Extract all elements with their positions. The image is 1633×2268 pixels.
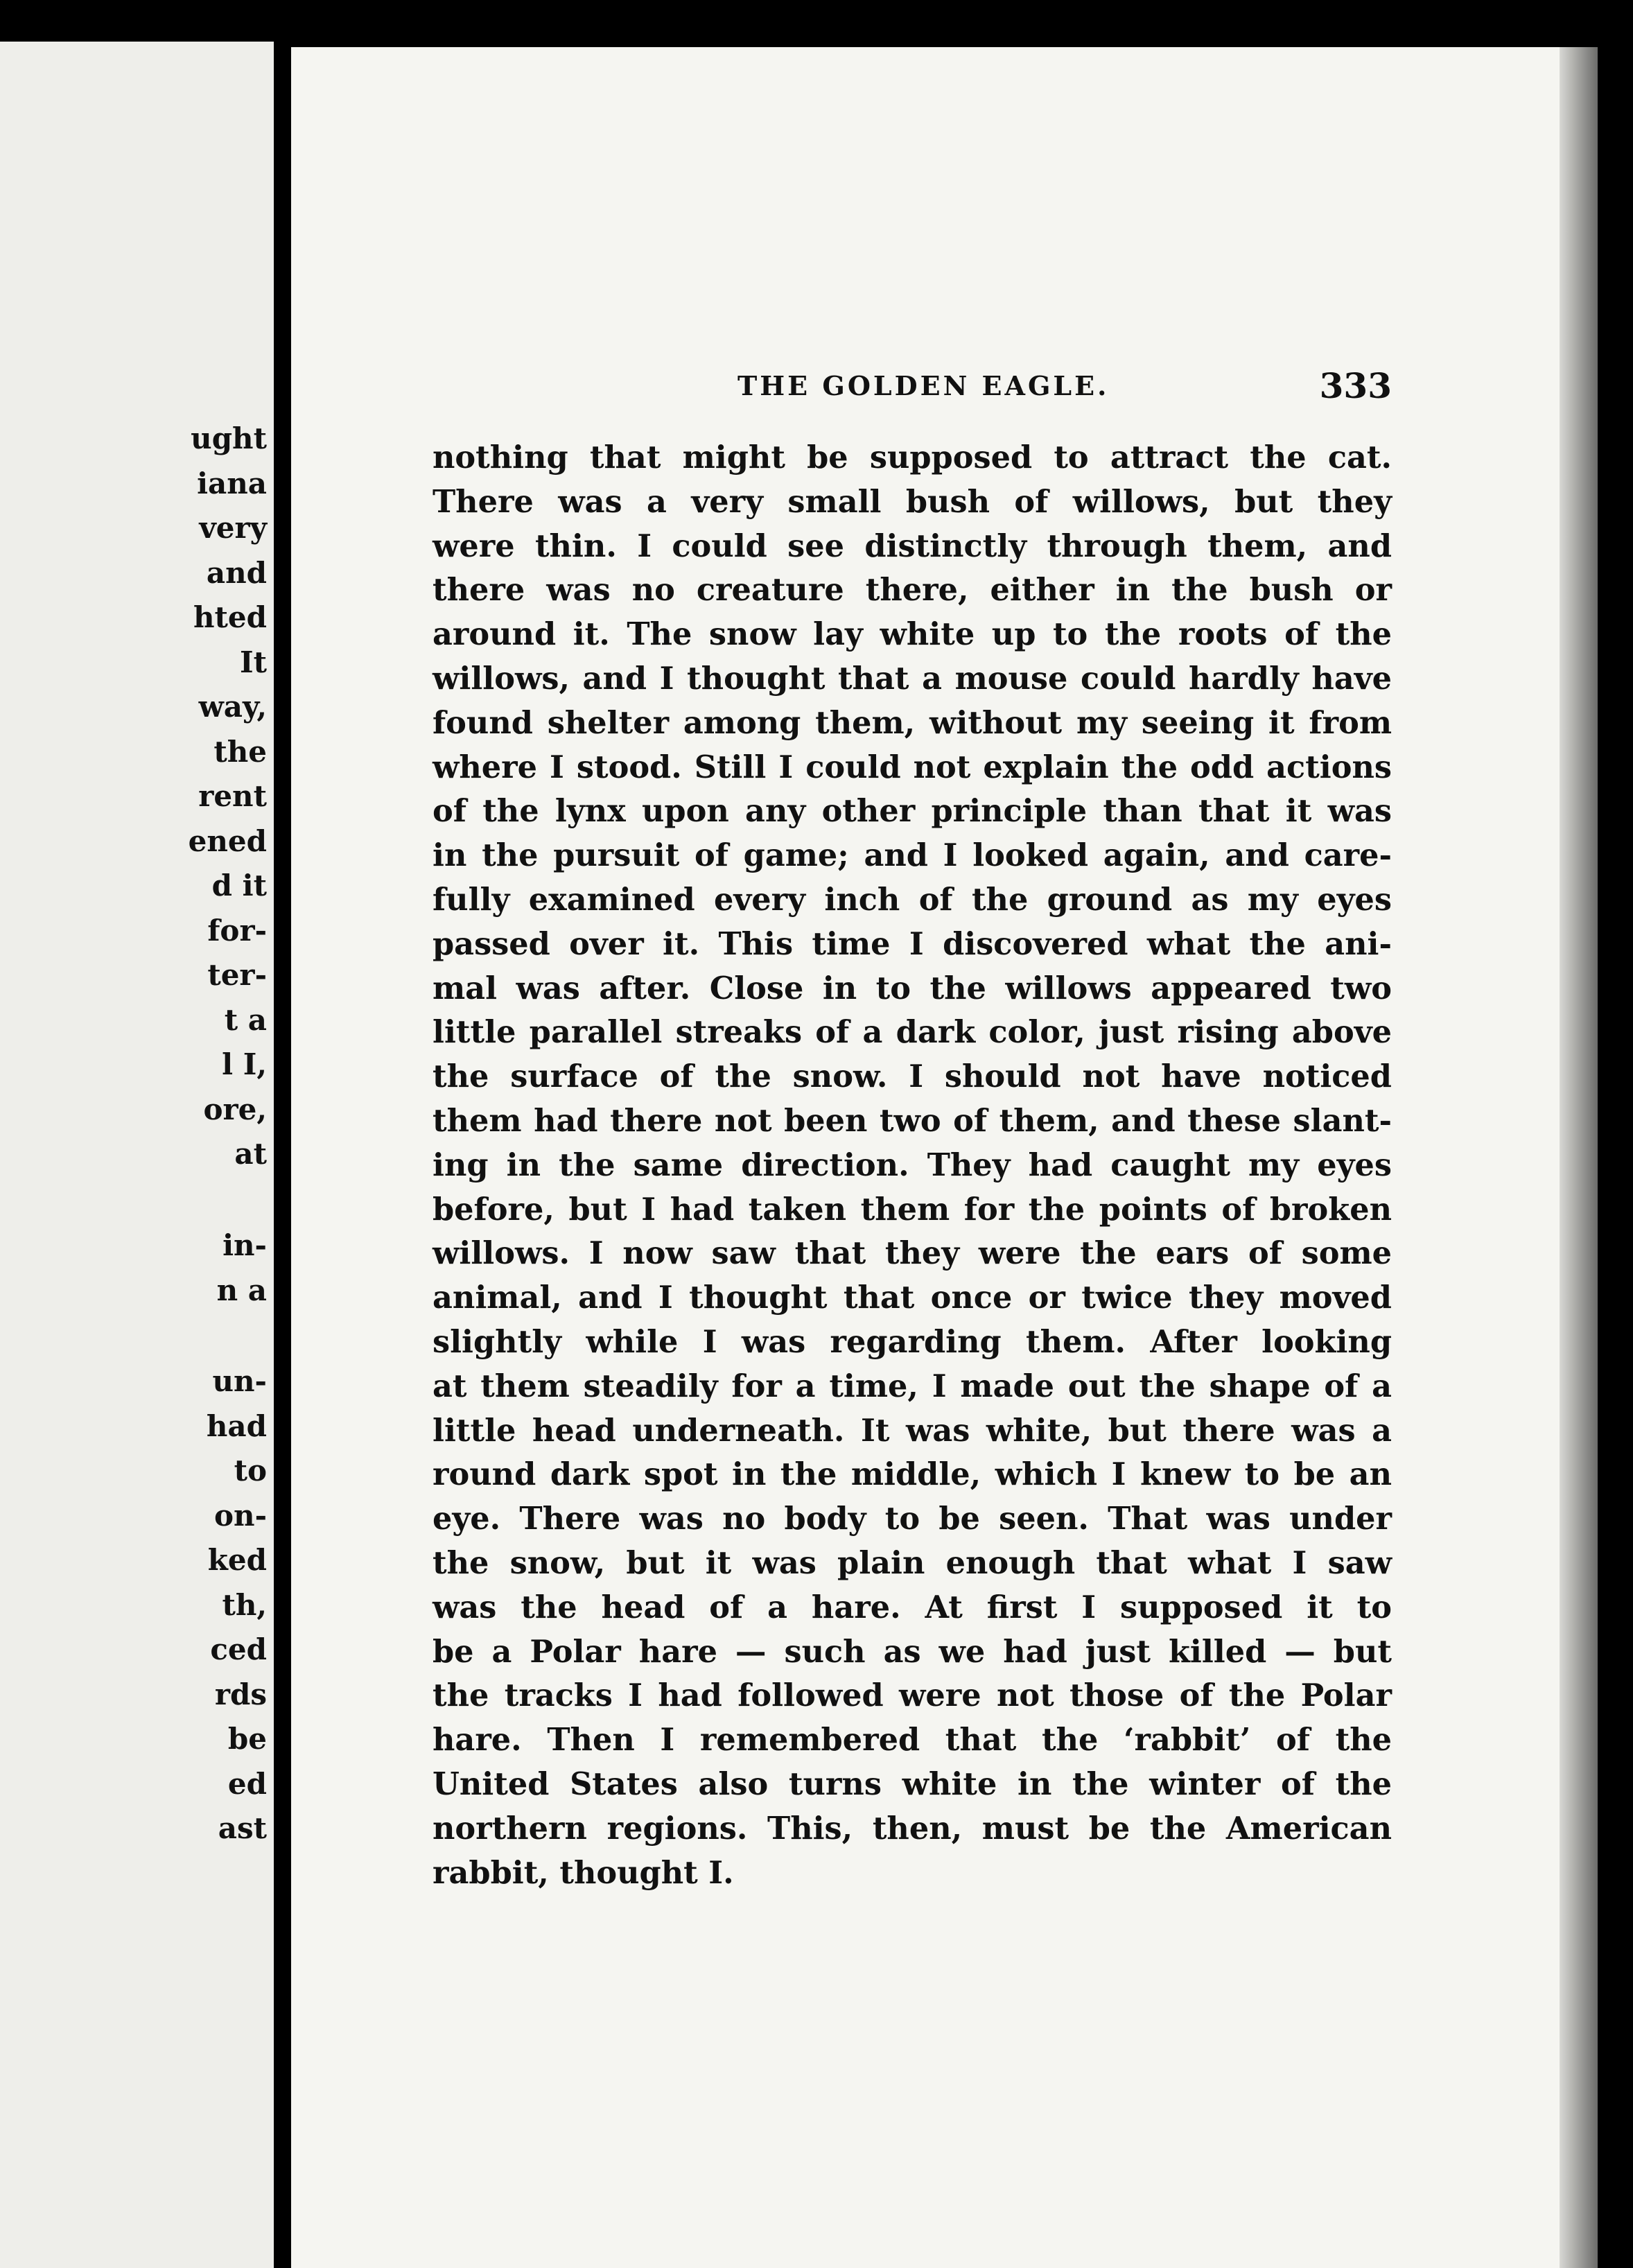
left-page-line-fragment: ed [227,1767,267,1801]
text-line: them had there not been two of them, and these slant- [433,1101,1392,1139]
text-line: United States also turns white in the winter of the [433,1765,1392,1802]
text-line: willows, and I thought that a mouse could hardly have [433,659,1392,697]
text-line: around it. The snow lay white up to the roots of the [433,616,1392,653]
text-line: mal was after. Close in to the willows appeared two [433,969,1392,1006]
left-page-line-fragment: in- [222,1228,267,1262]
text-line: found shelter among them, without my seeing it from [433,704,1392,741]
book-page [291,47,1598,2268]
text-line: slightly while I was regarding them. After looking [433,1323,1392,1360]
previous-page-fragment [0,42,274,2268]
text-line: in the pursuit of game; and I looked again, and care- [433,837,1392,874]
text-line: northern regions. This, then, must be the American [433,1809,1392,1847]
text-line: before, but I had taken them for the points of broken [433,1190,1392,1228]
text-line: fully examined every inch of the ground as my eyes [433,880,1392,918]
left-page-line-fragment: rds [214,1677,267,1711]
left-page-line-fragment: way, [198,690,267,724]
left-page-line-fragment: rent [198,779,267,813]
text-line: were thin. I could see distinctly through them, and [433,527,1392,564]
text-line: of the lynx upon any other principle than that it was [433,792,1392,830]
left-page-line-fragment: ked [207,1543,267,1577]
text-line: the snow, but it was plain enough that what I saw [433,1544,1392,1581]
text-line: was the head of a hare. At first I supposed it to [433,1588,1392,1625]
left-page-line-fragment: n a [216,1273,267,1307]
left-page-line-fragment: ught [191,421,267,455]
left-page-line-fragment: very [199,511,267,545]
text-line: the surface of the snow. I should not have noticed [433,1058,1392,1095]
text-line: little parallel streaks of a dark color, just rising above [433,1013,1392,1051]
left-page-line-fragment: for- [207,914,267,948]
text-line: There was a very small bush of willows, but they [433,482,1392,520]
left-page-line-fragment: t a [224,1003,267,1037]
text-line: round dark spot in the middle, which I knew to be an [433,1456,1392,1493]
left-page-line-fragment: un- [212,1364,267,1398]
left-page-line-fragment: at [234,1137,267,1171]
text-line: there was no creature there, either in the bush or [433,571,1392,609]
left-page-line-fragment: ast [218,1811,267,1845]
text-line: nothing that might be supposed to attract the cat. [433,439,1392,476]
text-line: animal, and I thought that once or twice they moved [433,1279,1392,1316]
text-line: at them steadily for a time, I made out the shape of a [433,1367,1392,1404]
page-number: 333 [1319,365,1392,406]
left-page-line-fragment: to [234,1454,267,1488]
text-line: where I stood. Still I could not explain the odd actions [433,748,1392,785]
text-line: the tracks I had followed were not those of the Polar [433,1677,1392,1714]
left-page-line-fragment: the [213,735,267,769]
text-line: hare. Then I remembered that the ‘rabbit’ of the [433,1721,1392,1759]
left-page-line-fragment: It [239,645,267,679]
text-line: be a Polar hare — such as we had just killed — but [433,1632,1392,1670]
text-line: passed over it. This time I discovered what the ani- [433,925,1392,962]
left-page-line-fragment: ened [188,824,267,858]
text-line: willows. I now saw that they were the ears of some [433,1235,1392,1272]
left-page-line-fragment: be [227,1722,267,1756]
text-line: little head underneath. It was white, but there was a [433,1411,1392,1449]
left-page-line-fragment: l I, [222,1047,267,1081]
left-page-line-fragment: hted [193,600,267,634]
left-page-line-fragment: and [206,556,267,590]
text-line: ing in the same direction. They had caught my eyes [433,1146,1392,1183]
body-text [433,435,1392,1894]
left-page-line-fragment: ter- [207,958,267,992]
text-line: rabbit, thought I. [433,1853,734,1891]
left-page-line-fragment: iana [197,466,267,500]
left-page-line-fragment: ced [210,1632,267,1666]
left-page-line-fragment: d it [211,869,267,902]
left-page-line-fragment: on- [214,1499,267,1533]
text-line: eye. There was no body to be seen. That was under [433,1500,1392,1537]
left-page-line-fragment: had [206,1409,267,1443]
left-page-line-fragment: th, [222,1588,267,1622]
left-page-line-fragment: ore, [203,1092,267,1126]
running-head-title: THE GOLDEN EAGLE. [737,370,1110,401]
